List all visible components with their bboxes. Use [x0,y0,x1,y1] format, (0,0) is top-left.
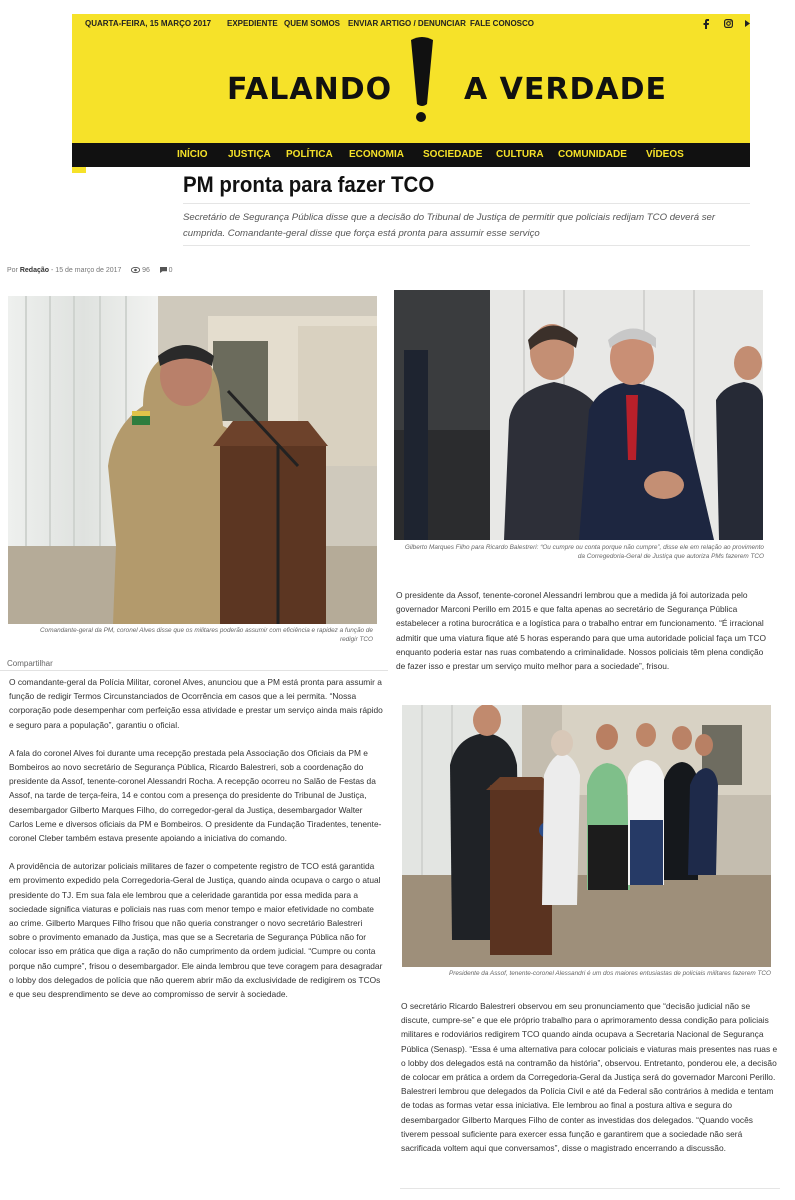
main-nav [72,143,750,167]
photo-caption-3: Presidente da Assof, tenente-coronel Alessandri é um dos maiores entusiastas de policiais militares fazerem TCO [448,970,771,977]
meta-separator: - [51,267,54,274]
divider [0,670,388,671]
top-link-quem-somos[interactable]: QUEM SOMOS [284,19,341,28]
nav-item-comunidade[interactable]: COMUNIDADE [558,149,627,160]
site-header [72,14,750,167]
nav-item-sociedade[interactable]: SOCIEDADE [423,149,483,160]
nav-item-videos[interactable]: VÍDEOS [646,149,684,160]
nav-item-economia[interactable]: ECONOMIA [349,149,404,160]
publish-date: 15 de março de 2017 [55,267,122,274]
youtube-icon[interactable] [744,19,751,28]
paragraph: O secretário Ricardo Balestreri observou em seu pronunciamento que “decisão judicial não se discute, cumpre-se” e que ele próprio trabalho para o aprimoramento dessa condição para policiais militares e rodoviários redigirem TCO quando ainda ocupava a Secretaria Nacional de Segurança Pública (Senasp). “Essa é uma alternativa para colocar policiais e viaturas mais presentes nas ruas e o lobby dos delegados está na contramão da história”, observou. Entretanto, ponderou ele, a decisão de colocar em prática a ordem da Corregedoria-Geral da Justiça será do governador Marconi Perillo. Balestreri lembrou que delegados da Polícia Civil e até da Federal são contrários à medida e tentam de todas as formas vetar essa iniciativa. Ele lembrou ao final a postura altiva e segura do desembargador Gilberto Marques Filho de conter as investidas dos delegados. “Quando vocês tiverem pessoal suficiente para exercer essa função e garantirem que a sociedade não será sacrificada voltem aqui que conversamos”, disse o magistrado encerrando a discussão. [401,1001,778,1154]
paragraph: A providência de autorizar policiais militares de fazer o competente registro de TCO está garantida em provimento expedido pela Corregedoria-Geral de Justiça, quando ainda ocupava o cargo o atual presidente do TJ. Em sua fala ele lembrou que a celeridade garantida por essa medida para a sociedade significa viaturas e policiais nas ruas com menor tempo e maior efetividade no combate ao crime. Gilberto Marques Filho frisou que não queria constranger o novo secretário Balestreri sobre o provimento emanado da Justiça, mas que se a Secretaria de Segurança Pública não for colocar isso em prática que diga a ração do não cumprimento da ordem judicial. “Cumpre ou conta porque não cumpre”, frisou o desembargador. Ele ainda lembrou que teve coragem para desagradar o lobby dos delegados de polícia que não querem abrir mão da exclusividade de redigirem os TCOs e que seu desprendimento se deve ao compromisso de servir à sociedade. [9,861,383,1000]
article-subtitle: Secretário de Segurança Pública disse que a decisão do Tribunal de Justiça de permitir que policiais redijam TCO deverá ser cumprida. Comandante-geral disse que força está pronta para assumir esse serviço [183,212,716,239]
top-link-enviar-artigo[interactable]: ENVIAR ARTIGO / DENUNCIAR [348,19,466,28]
article-body-right-1 [396,588,771,687]
nav-item-politica[interactable]: POLÍTICA [286,149,333,160]
facebook-icon[interactable] [702,19,710,29]
photo-commander-speaking [8,296,377,624]
exclamation-logo-icon [407,36,437,124]
divider [183,203,750,204]
article-meta [7,267,173,274]
photo-handshake [394,290,763,540]
logo-left-text: FALANDO [227,72,393,107]
instagram-icon[interactable] [724,19,733,28]
header-accent [72,167,86,173]
nav-item-inicio[interactable]: INÍCIO [177,149,208,160]
photo-caption-2: Gilberto Marques Filho para Ricardo Balestreri: “Ou cumpre ou conta porque não cumpre”, disse ele em relação ao provimento da Corregedoria-Geral de Justiça que autoriza PMs fazerem TCO [404,544,764,560]
divider [400,1188,780,1189]
paragraph: O comandante-geral da Polícia Militar, coronel Alves, anunciou que a PM está pronta para assumir a função de redigir Termos Circunstanciados de Ocorrência em casos que a lei permita. “Nossa corporação pode desempenhar com perfeição essa atividade e prestar um serviço ainda mais rápido e seguro para a população”, garantiu o oficial. [9,677,383,730]
comment-icon[interactable] [160,267,167,273]
view-count: 96 [142,267,150,274]
author-link[interactable]: Redação [19,267,50,274]
paragraph: O presidente da Assof, tenente-coronel Alessandri lembrou que a medida já foi autorizada pelo governador Marconi Perillo em 2015 e que falta apenas ao secretário de Segurança Pública estabelecer a rotina burocrática e a logística para o trabalho entrar em funcionamento. “É irracional admitir que uma viatura fique até 5 horas esperando para que uma autoridade policial faça um TCO enquanto poderia estar nas ruas combatendo a criminalidade. Nossos policiais têm plena condição de fazer isso e prestar um serviço muito melhor para a sociedade”, frisou. [396,590,766,672]
article-title: PM pronta para fazer TCO [183,172,435,197]
top-link-expediente[interactable]: EXPEDIENTE [227,19,278,28]
meta-prefix: Por [7,267,18,274]
divider [183,245,750,246]
top-link-fale-conosco[interactable]: FALE CONOSCO [470,19,535,28]
comment-count[interactable]: 0 [168,267,173,274]
eye-icon [131,267,140,273]
article-body-right-2 [401,999,778,1169]
photo-caption-1: Comandante-geral da PM, coronel Alves disse que os militares poderão assumir com eficiência e rapidez a função de redigir TCO [40,627,373,643]
share-label[interactable]: Compartilhar [7,659,53,668]
photo-group-podium [402,705,771,967]
nav-item-justica[interactable]: JUSTIÇA [228,149,271,160]
paragraph: A fala do coronel Alves foi durante uma recepção prestada pela Associação dos Oficiais da PM e Bombeiros ao novo secretário de Segurança Pública, Ricardo Balestreri, sob a coordenação do presidente da Assof, tenente-coronel Alessandri Rocha. A recepção ocorreu no Salão de Festas da Assof, na tarde de terça-feira, 14 e contou com a presença do presidente do Tribunal de Justiça, desembargador Gilberto Marques Filho, do corregedor-geral da Justiça, desembargador Walter Carlos Leme e diversos oficiais da PM e Bombeiros. O presidente da Fundação Tiradentes, tenente-coronel Cleber também estava presente apoiando a iniciativa do comando. [9,747,382,844]
logo-right-text: A VERDADE [464,72,667,107]
top-bar [72,14,750,34]
header-date: QUARTA-FEIRA, 15 MARÇO 2017 [85,19,212,28]
nav-item-cultura[interactable]: CULTURA [496,149,544,160]
article-body-left [9,675,383,1015]
